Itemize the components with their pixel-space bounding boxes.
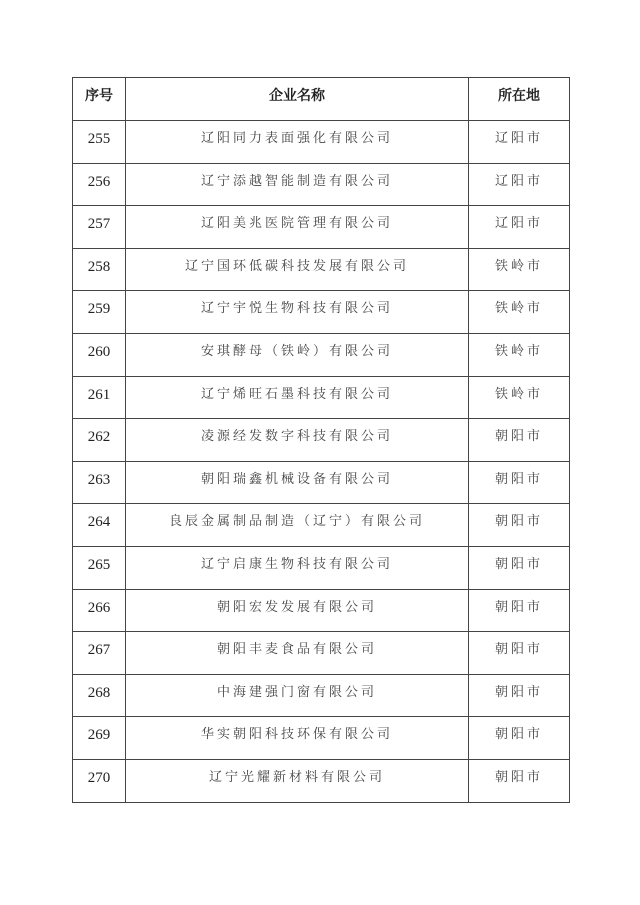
table-row xyxy=(73,759,570,802)
row-index: 267 xyxy=(73,632,126,675)
row-index: 266 xyxy=(73,589,126,632)
company-location: 朝阳市 xyxy=(469,461,570,504)
company-name: 华实朝阳科技环保有限公司 xyxy=(126,717,469,760)
company-name: 辽宁国环低碳科技发展有限公司 xyxy=(126,248,469,291)
company-location: 铁岭市 xyxy=(469,333,570,376)
row-index: 270 xyxy=(73,759,126,802)
company-name: 良辰金属制品制造（辽宁）有限公司 xyxy=(126,504,469,547)
company-location: 辽阳市 xyxy=(469,206,570,249)
row-index: 258 xyxy=(73,248,126,291)
row-index: 259 xyxy=(73,291,126,334)
row-index: 261 xyxy=(73,376,126,419)
table-row xyxy=(73,717,570,760)
row-index: 268 xyxy=(73,674,126,717)
table-row xyxy=(73,248,570,291)
table-row xyxy=(73,546,570,589)
row-index: 269 xyxy=(73,717,126,760)
company-name: 朝阳瑞鑫机械设备有限公司 xyxy=(126,461,469,504)
row-index: 265 xyxy=(73,546,126,589)
table-header-row xyxy=(73,78,570,121)
company-location: 朝阳市 xyxy=(469,589,570,632)
company-location: 铁岭市 xyxy=(469,248,570,291)
table-row xyxy=(73,291,570,334)
company-location: 铁岭市 xyxy=(469,376,570,419)
table-row xyxy=(73,461,570,504)
table-row xyxy=(73,589,570,632)
company-location: 朝阳市 xyxy=(469,546,570,589)
company-location: 铁岭市 xyxy=(469,291,570,334)
company-name: 朝阳宏发发展有限公司 xyxy=(126,589,469,632)
company-name: 安琪酵母（铁岭）有限公司 xyxy=(126,333,469,376)
table-row xyxy=(73,674,570,717)
table-row xyxy=(73,419,570,462)
company-name: 辽阳美兆医院管理有限公司 xyxy=(126,206,469,249)
company-name: 凌源经发数字科技有限公司 xyxy=(126,419,469,462)
table-row xyxy=(73,163,570,206)
row-index: 263 xyxy=(73,461,126,504)
table-row xyxy=(73,206,570,249)
table-row xyxy=(73,504,570,547)
table-body xyxy=(73,121,570,803)
row-index: 264 xyxy=(73,504,126,547)
header-index: 序号 xyxy=(73,78,126,121)
table-row xyxy=(73,376,570,419)
row-index: 257 xyxy=(73,206,126,249)
company-location: 朝阳市 xyxy=(469,759,570,802)
company-location: 朝阳市 xyxy=(469,674,570,717)
header-location: 所在地 xyxy=(469,78,570,121)
company-location: 朝阳市 xyxy=(469,504,570,547)
company-name: 辽宁添越智能制造有限公司 xyxy=(126,163,469,206)
table-row xyxy=(73,333,570,376)
row-index: 256 xyxy=(73,163,126,206)
company-location: 辽阳市 xyxy=(469,163,570,206)
table-row xyxy=(73,632,570,675)
company-location: 朝阳市 xyxy=(469,419,570,462)
company-location: 朝阳市 xyxy=(469,632,570,675)
company-name: 朝阳丰麦食品有限公司 xyxy=(126,632,469,675)
company-location: 辽阳市 xyxy=(469,121,570,164)
enterprise-table xyxy=(72,77,570,803)
company-name: 辽宁宇悦生物科技有限公司 xyxy=(126,291,469,334)
company-name: 辽宁启康生物科技有限公司 xyxy=(126,546,469,589)
header-name: 企业名称 xyxy=(126,78,469,121)
company-name: 中海建强门窗有限公司 xyxy=(126,674,469,717)
row-index: 262 xyxy=(73,419,126,462)
company-name: 辽宁光耀新材料有限公司 xyxy=(126,759,469,802)
company-name: 辽阳同力表面强化有限公司 xyxy=(126,121,469,164)
row-index: 255 xyxy=(73,121,126,164)
table-row xyxy=(73,121,570,164)
company-name: 辽宁烯旺石墨科技有限公司 xyxy=(126,376,469,419)
row-index: 260 xyxy=(73,333,126,376)
company-location: 朝阳市 xyxy=(469,717,570,760)
